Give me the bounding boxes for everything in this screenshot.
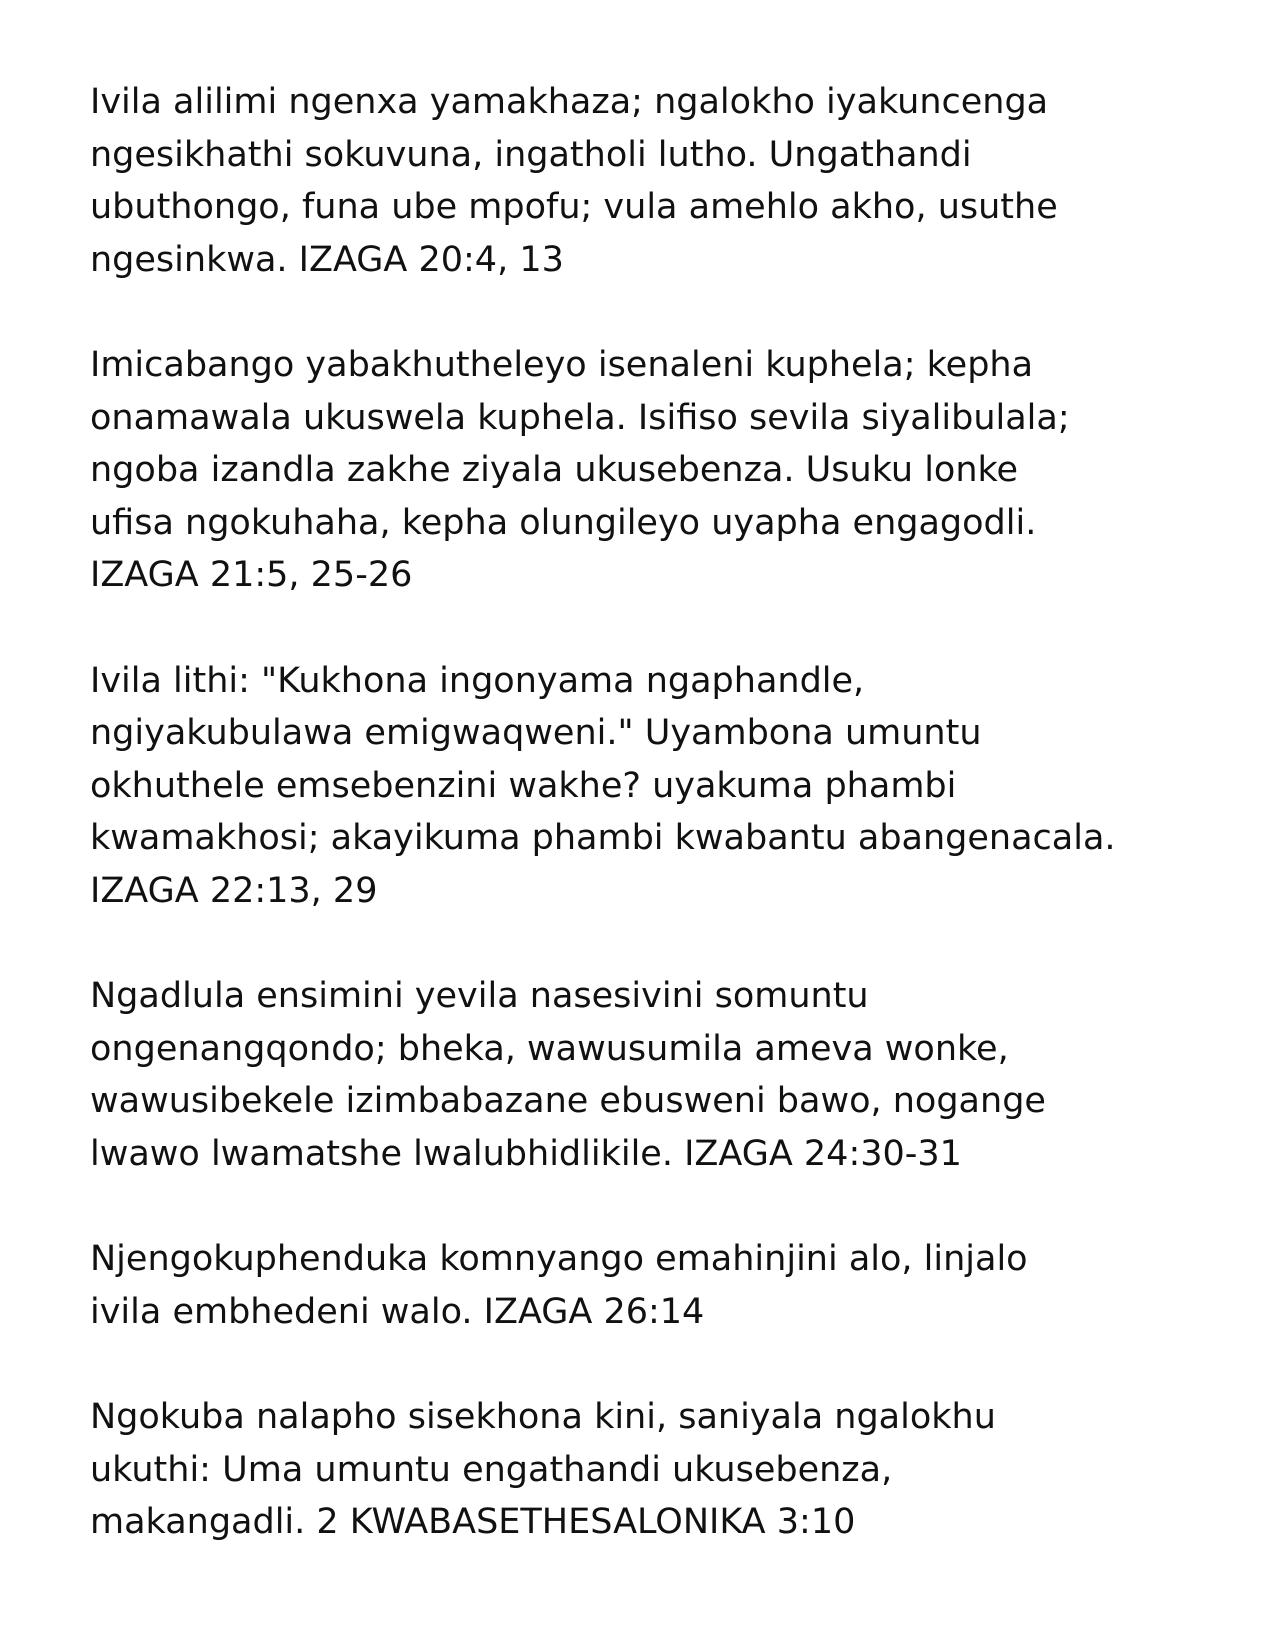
paragraph-izaga-21: [90, 339, 1230, 602]
text-line: IZAGA 21:5, 25-26: [90, 555, 413, 595]
text-line: ngiyakubulawa emigwaqweni." Uyambona umuntu: [90, 713, 982, 753]
text-line: okhuthele emsebenzini wakhe? uyakuma phambi: [90, 765, 957, 806]
paragraph-izaga-26: [90, 1233, 1230, 1338]
text-line: Ivila lithi: "Kukhona ingonyama ngaphandle,: [90, 660, 865, 701]
text-line: ongenangqondo; bheka, wawusumila ameva wonke,: [90, 1028, 1009, 1069]
text-line: onamawala ukuswela kuphela. Isifiso sevila siyalibulala;: [90, 397, 1070, 438]
document-page: [90, 76, 1230, 1602]
text-line: ufisa ngokuhaha, kepha olungileyo uyapha engagodli.: [90, 502, 1037, 543]
text-line: Njengokuphenduka komnyango emahinjini alo, linjalo: [90, 1239, 1028, 1279]
text-line: Ngadlula ensimini yevila nasesivini somuntu: [90, 976, 869, 1016]
text-line: wawusibekele izimbabazane ebusweni bawo, nogange: [90, 1081, 1046, 1121]
paragraph-izaga-22: [90, 655, 1230, 918]
text-line: ngesikhathi sokuvuna, ingatholi lutho. Ungathandi: [90, 134, 972, 175]
text-line: IZAGA 22:13, 29: [90, 870, 378, 911]
text-line: ivila embhedeni walo. IZAGA 26:14: [90, 1291, 705, 1332]
text-line: lwawo lwamatshe lwalubhidlikile. IZAGA 24:30-31: [90, 1133, 962, 1174]
paragraph-izaga-24: [90, 970, 1230, 1180]
text-line: makangadli. 2 KWABASETHESALONIKA 3:10: [90, 1502, 856, 1542]
text-line: ngoba izandla zakhe ziyala ukusebenza. Usuku lonke: [90, 450, 1019, 490]
paragraph-thessalonians: [90, 1391, 1230, 1549]
text-line: ngesinkwa. IZAGA 20:4, 13: [90, 239, 564, 280]
text-line: kwamakhosi; akayikuma phambi kwabantu abangenacala.: [90, 818, 1116, 858]
text-line: ubuthongo, funa ube mpofu; vula amehlo akho, usuthe: [90, 187, 1058, 227]
text-line: ukuthi: Uma umuntu engathandi ukusebenza,: [90, 1449, 893, 1490]
text-line: Ngokuba nalapho sisekhona kini, saniyala ngalokhu: [90, 1397, 996, 1437]
text-line: Ivila alilimi ngenxa yamakhaza; ngalokho iyakuncenga: [90, 82, 1049, 122]
paragraph-izaga-20: [90, 76, 1230, 286]
text-line: Imicabango yabakhutheleyo isenaleni kuphela; kepha: [90, 345, 1034, 385]
